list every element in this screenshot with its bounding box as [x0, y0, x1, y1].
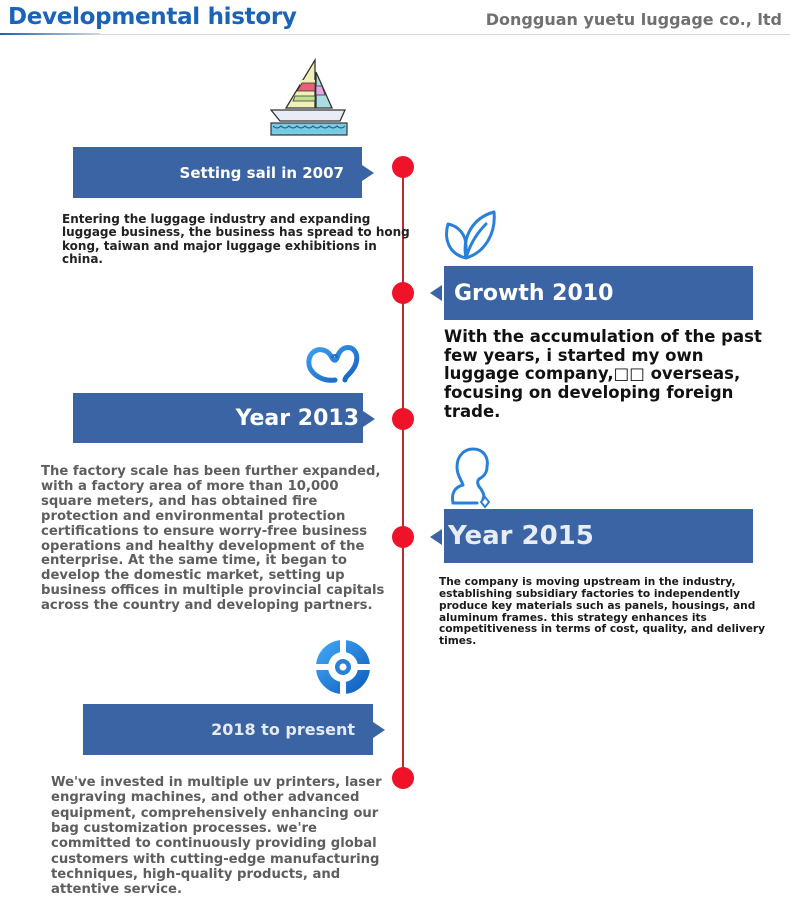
timeline-dot-2007[interactable] [392, 156, 414, 178]
banner-pointer [363, 411, 375, 427]
banner-pointer [430, 285, 442, 301]
milestone-label: 2018 to present [211, 720, 355, 739]
milestone-banner-2013 [73, 393, 363, 443]
milestone-label: Year 2013 [235, 405, 359, 431]
leaf-icon [442, 208, 498, 262]
milestone-label: Growth 2010 [454, 280, 614, 306]
timeline-dot-2013[interactable] [392, 408, 414, 430]
milestone-description: Entering the luggage industry and expanding luggage business, the business has spread to hong kong, taiwan and major luggage exhibitions in china. [62, 212, 410, 267]
company-name: Dongguan yuetu luggage co., ltd [485, 10, 782, 29]
header-divider-accent [0, 33, 100, 35]
banner-pointer [373, 722, 385, 738]
banner-pointer [362, 165, 374, 181]
banner-pointer [430, 529, 442, 545]
heart-icon [305, 344, 361, 386]
milestone-description: The company is moving upstream in the industry, establishing subsidiary factories to independently produce key materials such as panels, housings, and aluminum frames. this strategy enhances its competitiveness in terms of cost, quality, and delivery times. [439, 576, 766, 648]
timeline-dot-2015[interactable] [392, 526, 414, 548]
milestone-banner-2010 [444, 266, 753, 320]
milestone-description: With the accumulation of the past few years, i started my own luggage company,□□ overseas, focusing on developing foreign trade. [444, 327, 762, 421]
milestone-label: Year 2015 [448, 521, 594, 551]
milestone-description: We've invested in multiple uv printers, laser engraving machines, and other advanced equipment, comprehensively enhancing our bag customization processes. we're committed to continuously providing global customers with cutting-edge manufacturing techniques, high-quality products, and attentive service. [51, 775, 382, 898]
timeline-dot-2010[interactable] [392, 282, 414, 304]
milestone-banner-2015 [444, 509, 753, 563]
page-title: Developmental history [8, 4, 297, 30]
target-icon [314, 638, 372, 696]
sailboat-icon [270, 58, 348, 138]
header-divider [0, 34, 790, 35]
milestone-banner-2018 [83, 704, 373, 755]
milestone-banner-2007 [73, 147, 362, 198]
milestone-label: Setting sail in 2007 [179, 163, 344, 182]
milestone-description: The factory scale has been further expanded, with a factory area of more than 10,000 square meters, and has obtained fire protection and environmental protection certifications to ensure worry-free business operations and healthy development of the enterprise. At the same time, it began to develop the domestic market, setting up business offices in multiple provincial capitals across the country and developing partners. [41, 464, 385, 614]
user-icon [447, 447, 495, 509]
